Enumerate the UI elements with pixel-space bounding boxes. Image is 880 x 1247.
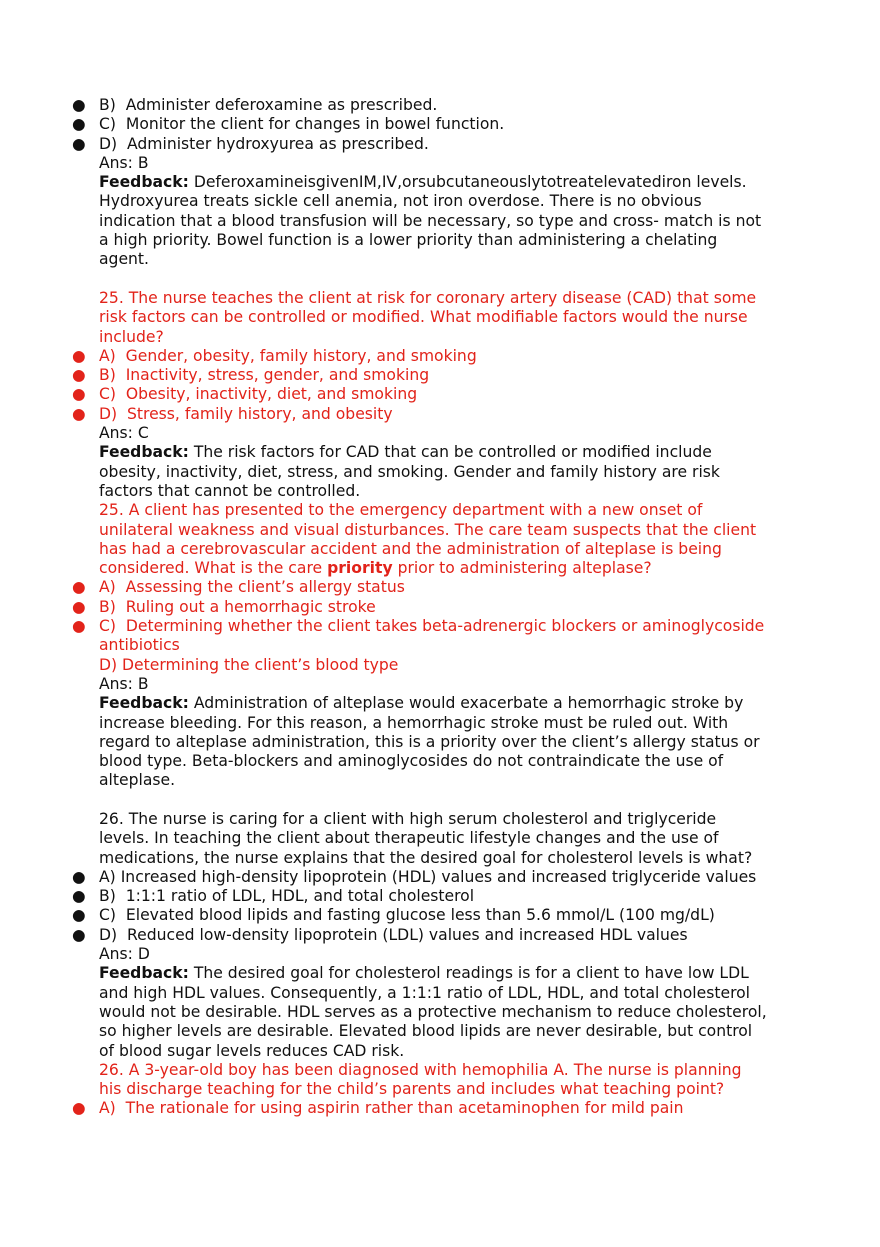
- answer: Ans: B: [99, 153, 149, 172]
- bullet: ●: [72, 385, 86, 404]
- option-c: ● C) Elevated blood lipids and fasting glucose less than 5.6 mmol/L (100 mg/dL): [72, 906, 715, 925]
- bullet: ●: [72, 134, 86, 153]
- feedback-line: obesity, inactivity, diet, stress, and smoking. Gender and family history are risk: [99, 462, 720, 481]
- feedback-label: Feedback:: [99, 694, 189, 713]
- feedback-label: Feedback:: [99, 173, 189, 192]
- feedback-line: blood type. Beta-blockers and aminoglycosides do not contraindicate the use of: [99, 752, 724, 771]
- feedback-label: Feedback:: [99, 964, 189, 983]
- bullet: ●: [72, 578, 86, 597]
- bullet: ●: [72, 617, 86, 636]
- question-25-stroke: 25. A client has presented to the emergency department with a new onset of: [99, 501, 703, 520]
- feedback-line: regard to alteplase administration, this is a priority over the client’s allergy status or: [99, 732, 760, 751]
- question-line: has had a cerebrovascular accident and the administration of alteplase is being: [99, 539, 722, 558]
- option-c-continued: antibiotics: [99, 636, 180, 655]
- option-c: ● C) Determining whether the client takes beta-adrenergic blockers or aminoglycoside: [72, 617, 765, 636]
- document-page: [0, 96, 880, 1119]
- feedback: Feedback: The desired goal for cholesterol readings is for a client to have low LDL: [99, 964, 749, 983]
- option-a: ● A) Gender, obesity, family history, and smoking: [72, 346, 477, 365]
- question-line: medications, the nurse explains that the desired goal for cholesterol levels is what?: [99, 848, 753, 867]
- bullet: ●: [72, 925, 86, 944]
- feedback-line: factors that cannot be controlled.: [99, 481, 361, 500]
- feedback: Feedback: The risk factors for CAD that can be controlled or modified include: [99, 443, 712, 462]
- bullet: ●: [72, 115, 86, 134]
- bullet: ●: [72, 404, 86, 423]
- question-line: unilateral weakness and visual disturbances. The care team suspects that the client: [99, 520, 757, 539]
- bullet: ●: [72, 1099, 86, 1118]
- answer: Ans: D: [99, 945, 150, 964]
- feedback: Feedback: Administration of alteplase would exacerbate a hemorrhagic stroke by: [99, 694, 744, 713]
- feedback-line: increase bleeding. For this reason, a hemorrhagic stroke must be ruled out. With: [99, 713, 729, 732]
- feedback-line: so higher levels are desirable. Elevated blood lipids are never desirable, but control: [99, 1022, 753, 1041]
- option-b: ● B) Administer deferoxamine as prescribed.: [72, 96, 438, 114]
- feedback: Feedback: DeferoxamineisgivenIM,IV,orsubcutaneouslytotreatelevatediron levels.: [99, 173, 747, 192]
- option-d: ● D) Administer hydroxyurea as prescribed.: [72, 134, 429, 153]
- option-b: ● B) Ruling out a hemorrhagic stroke: [72, 597, 376, 616]
- option-c: ● C) Obesity, inactivity, diet, and smoking: [72, 385, 418, 404]
- bullet: ●: [72, 906, 86, 925]
- option-a: ● A) Increased high-density lipoprotein (HDL) values and increased triglyceride values: [72, 867, 757, 886]
- bullet: ●: [72, 597, 86, 616]
- option-a: ● A) The rationale for using aspirin rather than acetaminophen for mild pain: [72, 1099, 684, 1118]
- bullet: ●: [72, 366, 86, 385]
- spacer: [0, 791, 880, 810]
- option-d: ● D) Stress, family history, and obesity: [72, 404, 393, 423]
- bullet: ●: [72, 96, 86, 114]
- option-d: ● D) Reduced low-density lipoprotein (LDL) values and increased HDL values: [72, 925, 688, 944]
- feedback-line: agent.: [99, 250, 150, 269]
- feedback-line: a high priority. Bowel function is a lower priority than administering a chelating: [99, 231, 718, 250]
- answer: Ans: B: [99, 674, 149, 693]
- option-a: ● A) Assessing the client’s allergy status: [72, 578, 405, 597]
- question-line: include?: [99, 327, 164, 346]
- option-c: ● C) Monitor the client for changes in bowel function.: [72, 115, 505, 134]
- priority-emphasis: priority: [327, 559, 393, 578]
- feedback-label: Feedback:: [99, 443, 189, 462]
- spacer: [0, 270, 880, 289]
- question-line: levels. In teaching the client about therapeutic lifestyle changes and the use of: [99, 829, 719, 848]
- bullet: ●: [72, 867, 86, 886]
- bullet: ●: [72, 887, 86, 906]
- question-line: considered. What is the care priority prior to administering alteplase?: [99, 559, 652, 578]
- option-d: D) Determining the client’s blood type: [99, 655, 399, 674]
- question-line: his discharge teaching for the child’s parents and includes what teaching point?: [99, 1080, 725, 1099]
- question-25-cad: 25. The nurse teaches the client at risk for coronary artery disease (CAD) that some: [99, 288, 757, 307]
- feedback-line: would not be desirable. HDL serves as a protective mechanism to reduce cholesterol,: [99, 1002, 767, 1021]
- feedback-line: Hydroxyurea treats sickle cell anemia, not iron overdose. There is no obvious: [99, 192, 702, 211]
- bullet: ●: [72, 346, 86, 365]
- question-26-cholesterol: 26. The nurse is caring for a client with high serum cholesterol and triglyceride: [99, 809, 717, 828]
- option-b: ● B) Inactivity, stress, gender, and smoking: [72, 366, 430, 385]
- feedback-line: and high HDL values. Consequently, a 1:1:1 ratio of LDL, HDL, and total cholesterol: [99, 983, 751, 1002]
- question-26-hemophilia: 26. A 3-year-old boy has been diagnosed with hemophilia A. The nurse is planning: [99, 1060, 742, 1079]
- answer: Ans: C: [99, 424, 149, 443]
- feedback-line: alteplase.: [99, 771, 176, 790]
- feedback-line: of blood sugar levels reduces CAD risk.: [99, 1041, 405, 1060]
- feedback-line: indication that a blood transfusion will be necessary, so type and cross- match is not: [99, 211, 762, 230]
- option-b: ● B) 1:1:1 ratio of LDL, HDL, and total cholesterol: [72, 887, 475, 906]
- question-line: risk factors can be controlled or modified. What modifiable factors would the nurse: [99, 308, 748, 327]
